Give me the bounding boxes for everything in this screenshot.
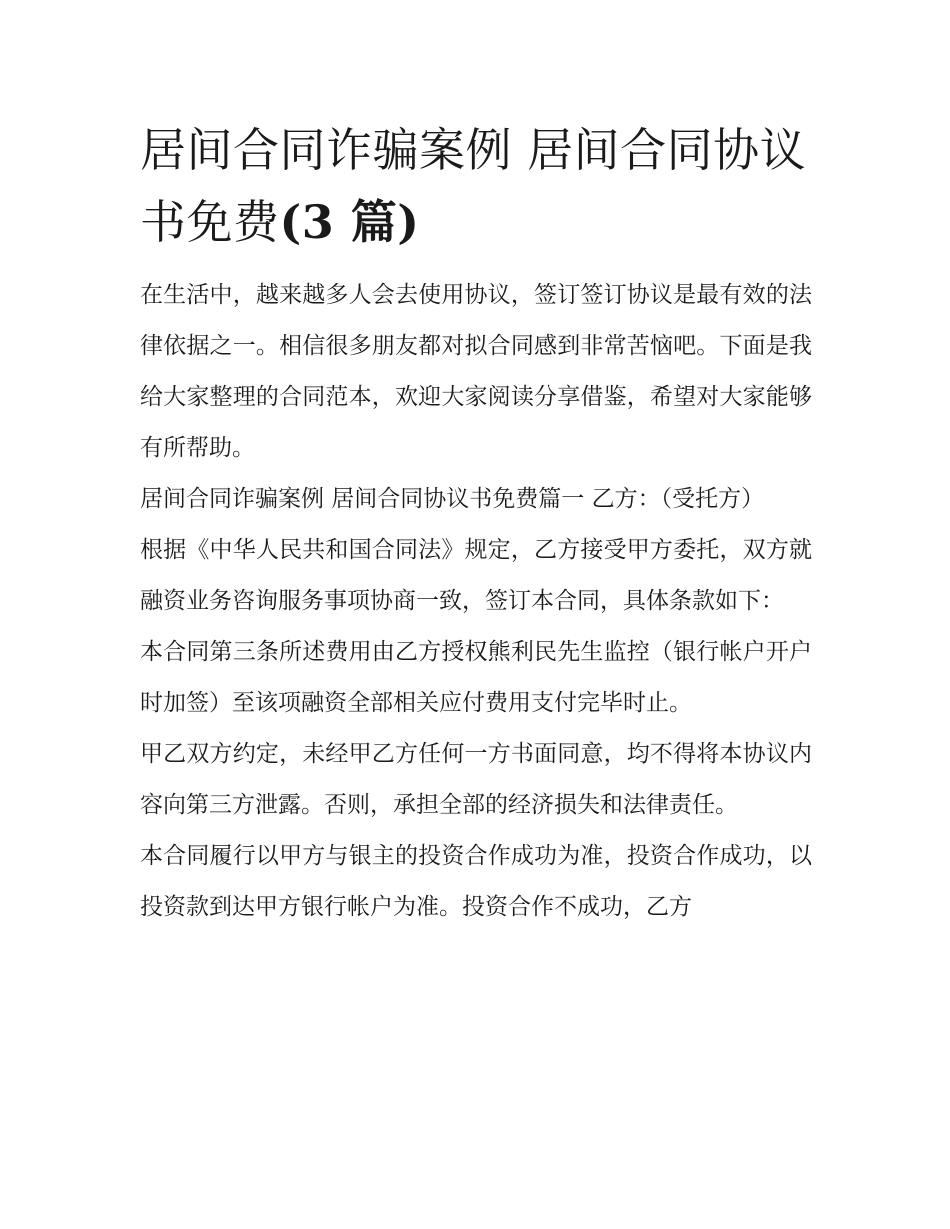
document-body bbox=[140, 270, 812, 933]
paragraph-confidentiality: 甲乙双方约定，未经甲乙方任何一方书面同意，均不得将本协议内容向第三方泄露。否则，承担全部的经济损失和法律责任。 bbox=[140, 741, 812, 818]
paragraph-fee-supervision: 本合同第三条所述费用由乙方授权熊利民先生监控（银行帐户开户时加签）至该项融资全部相关应付费用支付完毕时止。 bbox=[140, 639, 812, 716]
paragraph-intro: 在生活中，越来越多人会去使用协议，签订签订协议是最有效的法律依据之一。相信很多朋友都对拟合同感到非常苦恼吧。下面是我给大家整理的合同范本，欢迎大家阅读分享借鉴，希望对大家能够有所帮助。 bbox=[140, 282, 812, 461]
title-count: (3 篇) bbox=[279, 195, 420, 249]
paragraph-heading-party-b: 居间合同诈骗案例 居间合同协议书免费篇一 乙方：（受托方） bbox=[140, 486, 765, 512]
paragraph-performance: 本合同履行以甲方与银主的投资合作成功为准，投资合作成功，以投资款到达甲方银行帐户为准。投资合作不成功，乙方 bbox=[140, 843, 812, 920]
document-title: 居间合同诈骗案例 居间合同协议书免费(3 篇) bbox=[140, 123, 807, 249]
document-page bbox=[140, 114, 812, 933]
paragraph-contract-law: 根据《中华人民共和国合同法》规定，乙方接受甲方委托，双方就融资业务咨询服务事项协商一致，签订本合同，具体条款如下： bbox=[140, 537, 812, 614]
